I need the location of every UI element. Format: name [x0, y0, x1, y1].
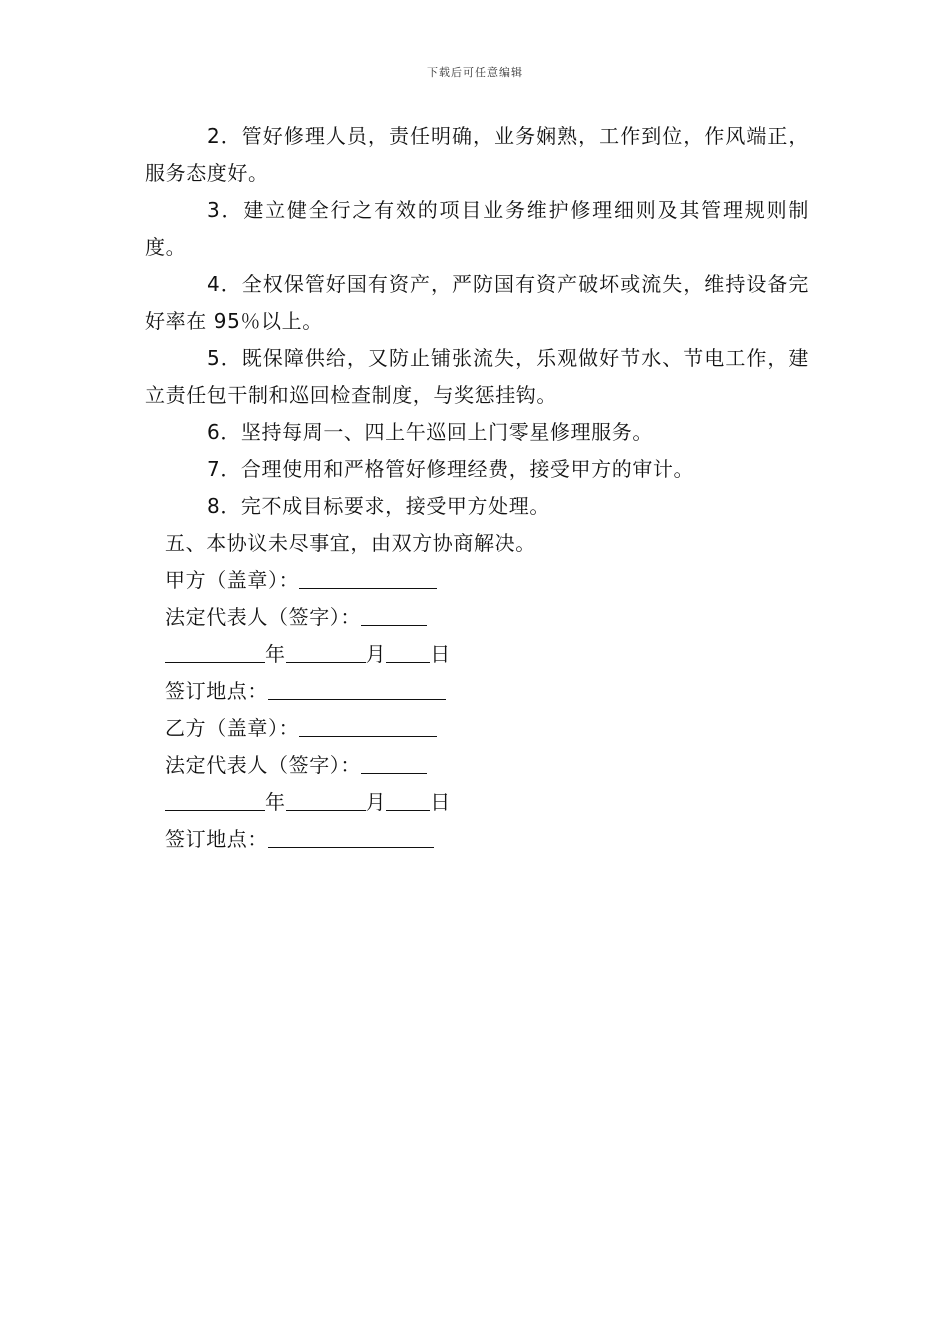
party-b-day-blank[interactable]	[386, 788, 430, 811]
item-8: 8．完不成目标要求，接受甲方处理。	[207, 494, 550, 518]
party-b-rep-blank[interactable]	[361, 751, 427, 774]
item-4: 4．全权保管好国有资产，严防国有资产破坏或流失，维持设备完好率在 95％以上。	[145, 272, 809, 333]
party-b-day-label: 日	[430, 790, 451, 814]
party-b-rep-row	[145, 747, 809, 784]
item-3: 3．建立健全行之有效的项目业务维护修理细则及其管理规则制度。	[145, 198, 809, 259]
party-b-date-row	[145, 784, 809, 821]
party-a-seal-label: 甲方（盖章）：	[165, 568, 300, 592]
item-5: 5．既保障供给，又防止铺张流失，乐观做好节水、节电工作，建立责任包干制和巡回检查制度，与奖惩挂钩。	[145, 346, 809, 407]
item-7: 7．合理使用和严格管好修理经费，接受甲方的审计。	[207, 457, 695, 481]
party-b-seal-label: 乙方（盖章）：	[165, 716, 300, 740]
party-a-place-blank[interactable]	[268, 677, 446, 700]
party-a-seal-row	[145, 562, 809, 599]
party-b-month-blank[interactable]	[286, 788, 366, 811]
party-b-rep-label: 法定代表人（签字）：	[165, 753, 361, 777]
party-a-rep-blank[interactable]	[361, 603, 427, 626]
party-a-year-blank[interactable]	[165, 640, 265, 663]
party-b-seal-blank[interactable]	[299, 714, 437, 737]
party-a-day-label: 日	[430, 642, 451, 666]
party-a-month-label: 月	[365, 642, 387, 666]
party-a-month-blank[interactable]	[286, 640, 366, 663]
clause-5: 五、本协议未尽事宜，由双方协商解决。	[165, 531, 536, 555]
party-a-day-blank[interactable]	[386, 640, 430, 663]
party-a-year-label: 年	[265, 642, 286, 666]
party-b-place-row	[145, 821, 809, 858]
party-b-month-label: 月	[365, 790, 387, 814]
item-2: 2．管好修理人员，责任明确，业务娴熟，工作到位，作风端正，服务态度好。	[145, 124, 809, 185]
party-a-rep-row	[145, 599, 809, 636]
party-a-place-label: 签订地点：	[165, 679, 268, 703]
party-a-seal-blank[interactable]	[299, 566, 437, 589]
party-b-year-blank[interactable]	[165, 788, 265, 811]
party-b-place-label: 签订地点：	[165, 827, 268, 851]
party-b-place-blank[interactable]	[268, 825, 434, 848]
party-a-date-row	[145, 636, 809, 673]
item-6: 6．坚持每周一、四上午巡回上门零星修理服务。	[207, 420, 653, 444]
party-a-place-row	[145, 673, 809, 710]
party-b-year-label: 年	[265, 790, 286, 814]
page-header: 下载后可任意编辑	[427, 66, 523, 79]
document-body	[145, 118, 809, 858]
party-a-rep-label: 法定代表人（签字）：	[165, 605, 361, 629]
party-b-seal-row	[145, 710, 809, 747]
